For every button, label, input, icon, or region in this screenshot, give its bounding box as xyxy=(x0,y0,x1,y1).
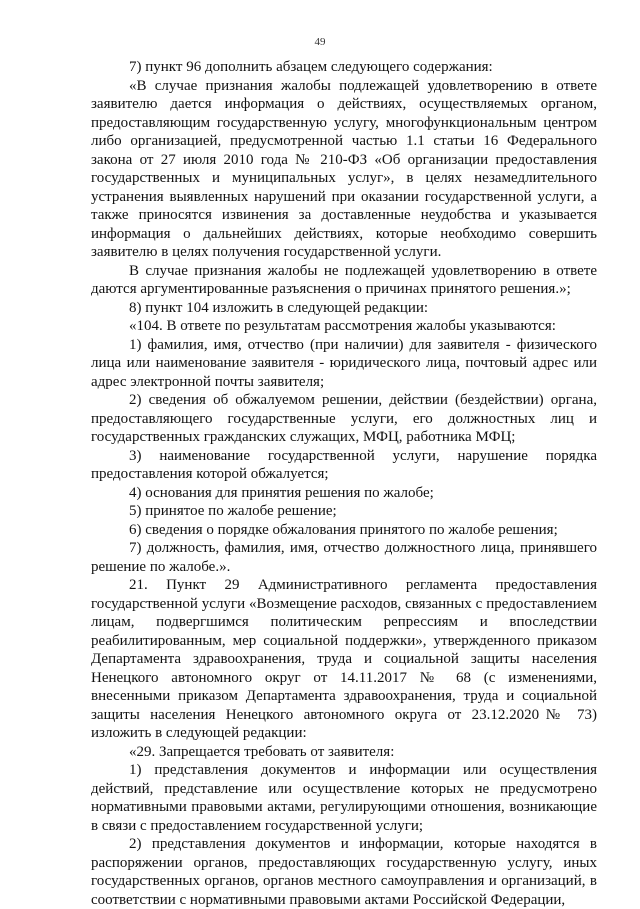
paragraph: 1) фамилия, имя, отчество (при наличии) для заявителя - физического лица или наименование заявителя - юридического лица, почтовый адрес или адрес электронной почты заявителя; xyxy=(91,336,597,390)
paragraph: «29. Запрещается требовать от заявителя: xyxy=(129,743,395,760)
page-number: 49 xyxy=(314,36,326,48)
paragraph: 5) принятое по жалобе решение; xyxy=(129,503,337,519)
paragraph: 3) наименование государственной услуги, нарушение порядка предоставления которой обжалуется; xyxy=(91,447,597,482)
paragraph: 4) основания для принятия решения по жалобе; xyxy=(129,484,434,501)
paragraph: 8) пункт 104 изложить в следующей редакции: xyxy=(129,299,429,316)
paragraph: 7) должность, фамилия, имя, отчество должностного лица, принявшего решение по жалобе.». xyxy=(91,540,597,575)
paragraph: 7) пункт 96 дополнить абзацем следующего содержания: xyxy=(129,59,493,75)
document-body xyxy=(91,58,597,909)
paragraph: В случае признания жалобы не подлежащей удовлетворению в ответе даются аргументированные разъяснения о причинах принятого решения.»; xyxy=(91,262,597,297)
paragraph: 6) сведения о порядке обжалования принятого по жалобе решения; xyxy=(129,521,558,538)
paragraph: 2) сведения об обжалуемом решении, действии (бездействии) органа, предоставляющего государственные услуги, его должностных лиц и государственных гражданских служащих, МФЦ, работника МФЦ; xyxy=(91,392,597,445)
paragraph: «В случае признания жалобы подлежащей удовлетворению в ответе заявителю дается информация о действиях, осуществляемых органом, предоставляющим государственную услугу, многофункциональным центром либо организацией, предусмотренной частью 1.1 статьи 16 Федерального закона от 27 июля 2010 года № 210-ФЗ «Об организации предоставления государственных и муниципальных услуг», в целях незамедлительного устранения выявленных нарушений при оказании государственной услуги, а также приносятся извинения за доставленные неудобства и указывается информация о дальнейших действиях, которые необходимо совершить заявителю в целях получения государственной услуги. xyxy=(91,77,597,260)
paragraph: 2) представления документов и информации, которые находятся в распоряжении органов, предоставляющих государственную услугу, иных государственных органов, органов местного самоуправления и организаций, в соответствии с нормативными правовыми актами Российской Федерации, xyxy=(91,836,597,908)
paragraph: 1) представления документов и информации или осуществления действий, представление или осуществление которых не предусмотрено нормативными правовыми актами, регулирующими отношения, возникающие в связи с предоставлением государственной услуги; xyxy=(91,762,597,834)
paragraph: 21. Пункт 29 Административного регламента предоставления государственной услуги «Возмещение расходов, связанных с предоставлением лицам, подвергшимся политическим репрессиям и впоследствии реабилитированным, мер социальной поддержки», утвержденного приказом Департамента здравоохранения, труда и социальной защиты населения Ненецкого автономного округ от 14.11.2017 № 68 (с изменениями, внесенными приказом Департамента здравоохранения, труда и социальной защиты населения Ненецкого автономного округа от 23.12.2020№ 73) изложить в следующей редакции: xyxy=(91,577,597,741)
paragraph: «104. В ответе по результатам рассмотрения жалобы указываются: xyxy=(129,318,556,334)
